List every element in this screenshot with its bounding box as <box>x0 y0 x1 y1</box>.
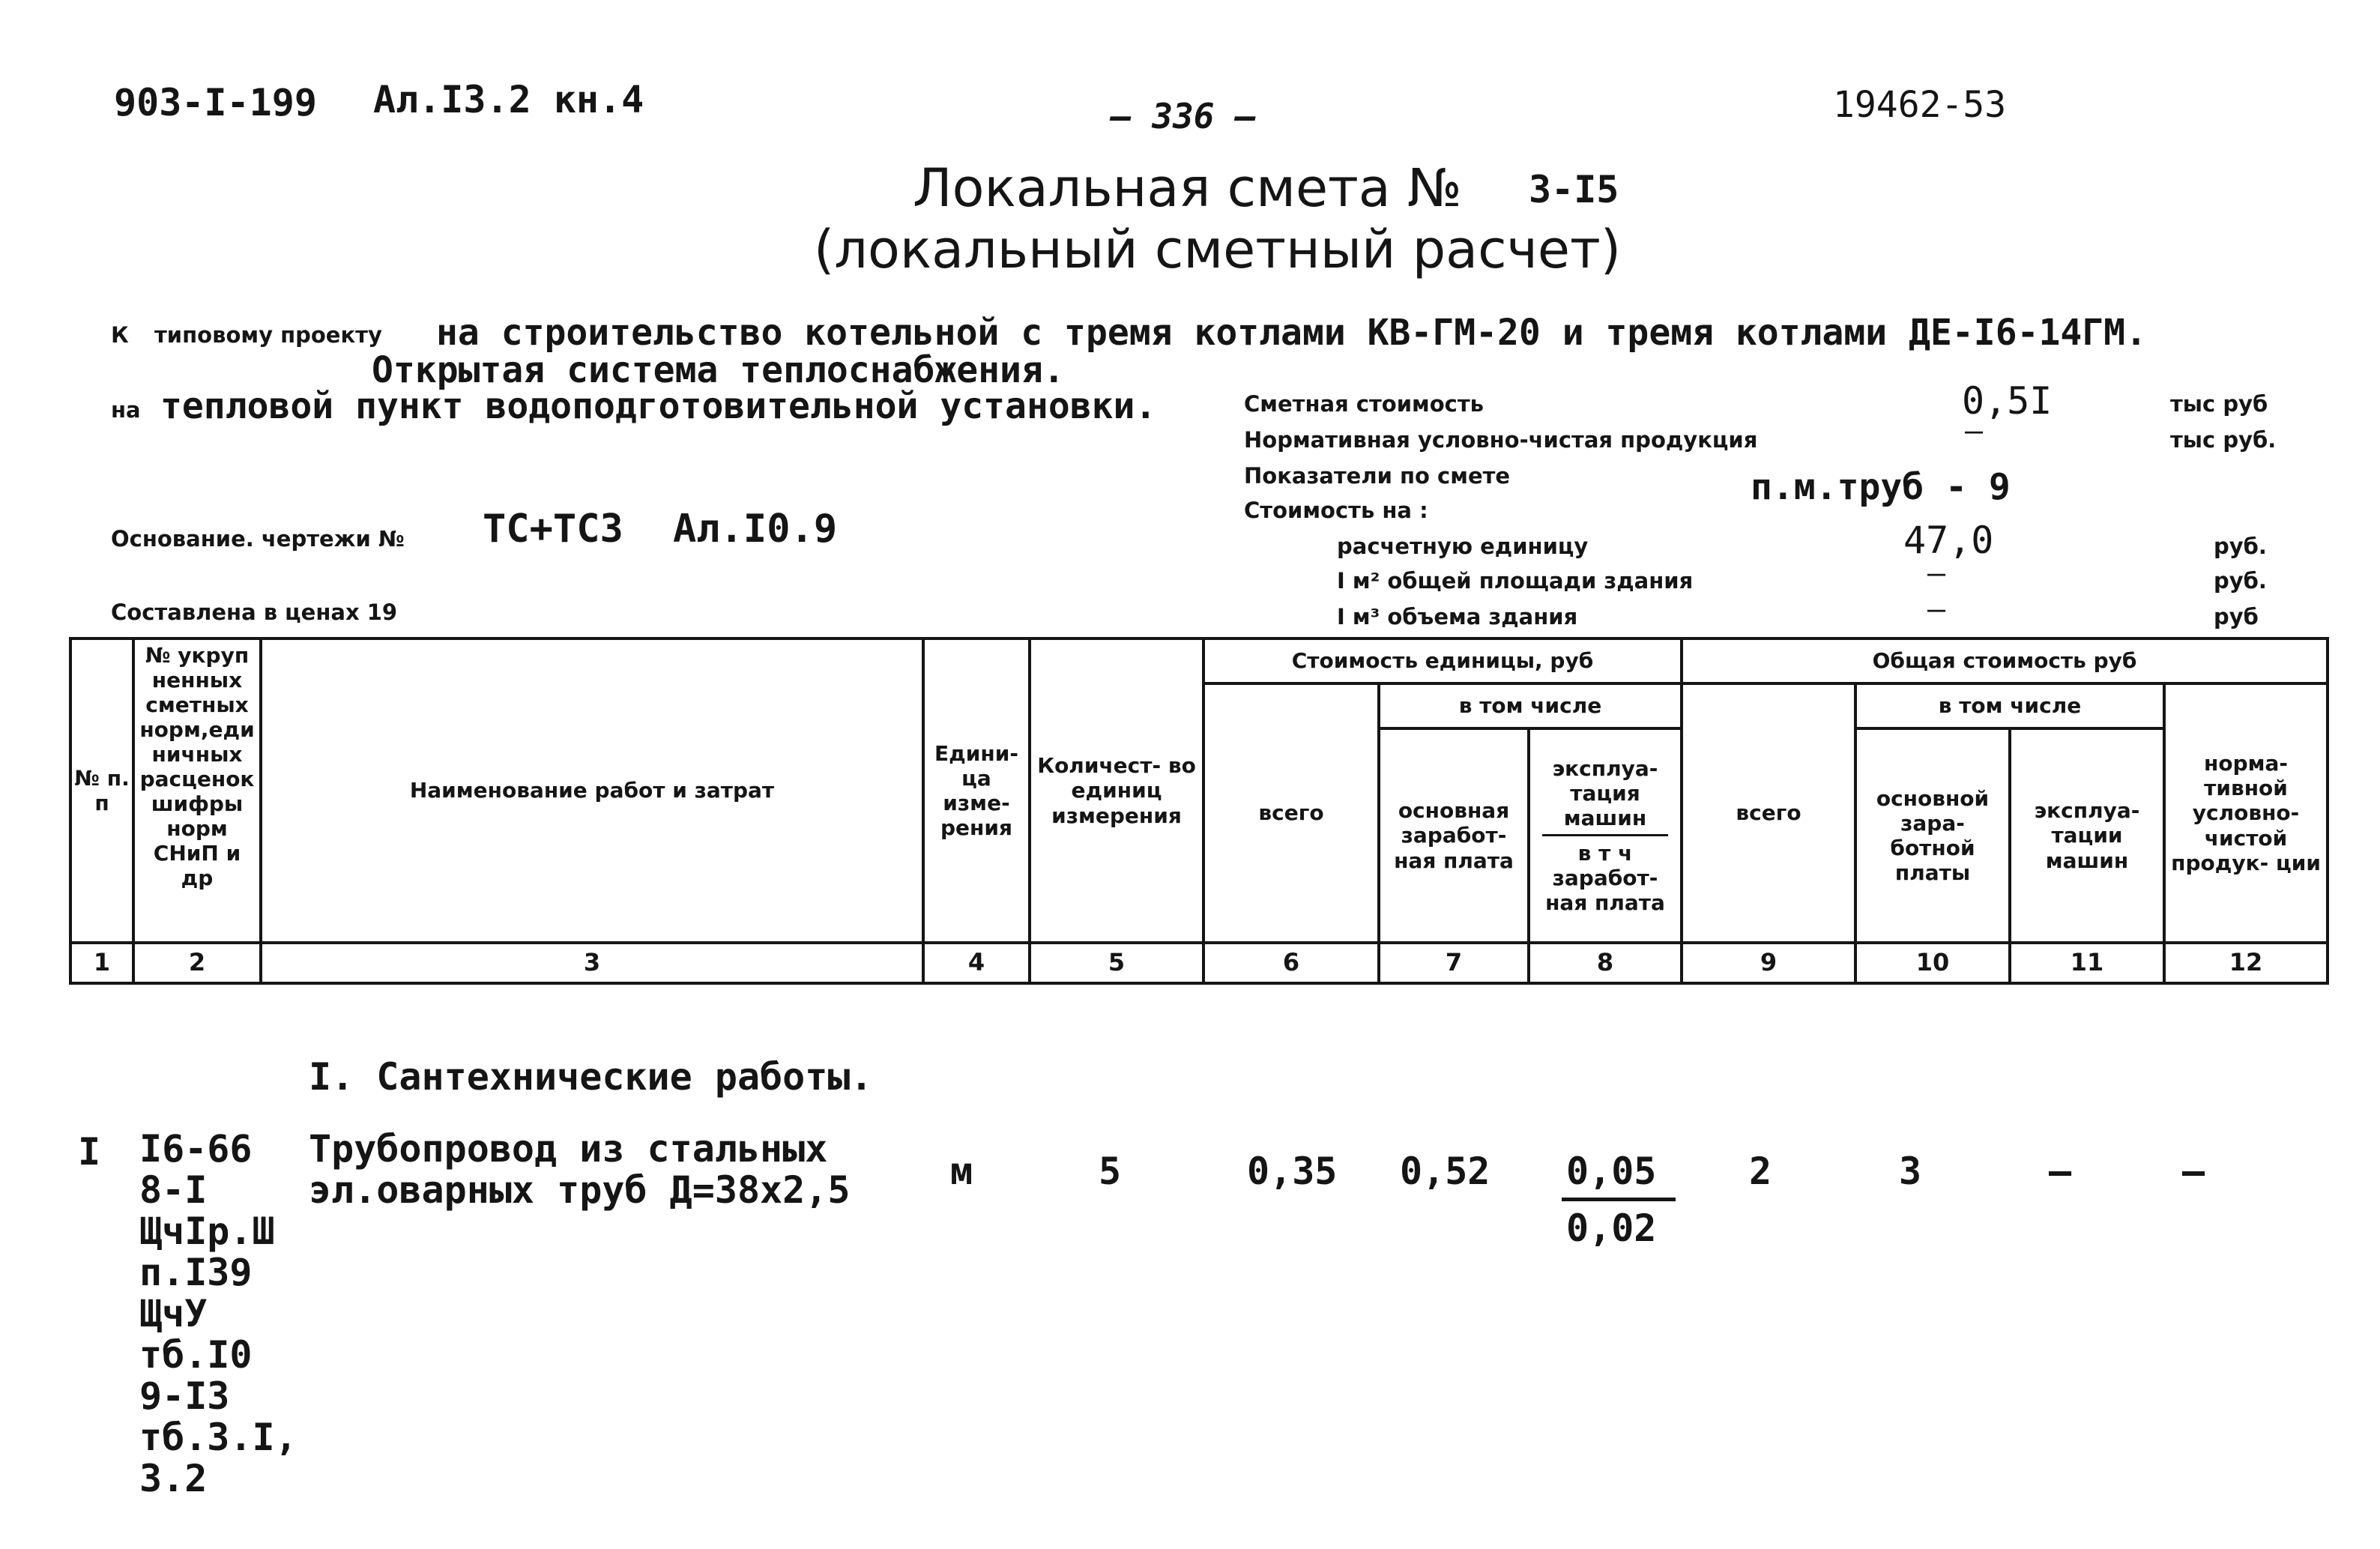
header-sum-total: всего <box>1682 683 1855 943</box>
row-unit: м <box>950 1150 973 1193</box>
basis-album: Ал.I0.9 <box>673 507 838 552</box>
header-machine-total: эксплуа- тации машин <box>2010 728 2164 943</box>
header-work-name: Наименование работ и затрат <box>261 638 923 943</box>
column-number: 12 <box>2164 943 2328 983</box>
header-norm-production: норма- тивной условно- чистой продук- ции <box>2164 683 2328 943</box>
column-number: 1 <box>70 943 133 983</box>
header-sum-including: в том числе <box>1855 683 2164 728</box>
row-sum-wage: 3 <box>1899 1150 1922 1193</box>
row-machine: 0,05 <box>1566 1150 1657 1193</box>
cost-per-label: Стоимость на : <box>1244 498 1428 523</box>
estimate-number: 3-I5 <box>1529 168 1619 211</box>
norm-code-line: ЩчIр.Ш <box>139 1210 275 1253</box>
header-norm-codes: № укруп ненных сметных норм,еди ничных расценок шифры норм СНиП и др <box>133 638 261 943</box>
header-total-cost: Общая стоимость руб <box>1682 638 2328 683</box>
document-code: 903-I-199 <box>114 81 317 124</box>
column-number: 5 <box>1030 943 1203 983</box>
header-machine-operation-top: эксплуа- тация машин <box>1542 756 1668 836</box>
typical-project-label: типовому проекту <box>154 322 382 348</box>
header-row-number: № п. п <box>70 638 133 943</box>
row-quantity: 5 <box>1099 1150 1122 1193</box>
section-title: I. Сантехнические работы. <box>309 1055 873 1099</box>
project-line-1: на строительство котельной с тремя котлами КВ-ГМ-20 и тремя котлами ДЕ-I6-14ГМ. <box>436 312 2147 354</box>
prices-label: Составлена в ценах 19 <box>111 600 398 625</box>
calc-unit-value: 47,0 <box>1903 519 1994 562</box>
column-number: 4 <box>923 943 1030 983</box>
header-quantity: Количест- во единиц измерения <box>1030 638 1203 943</box>
cost-value: 0,5I <box>1962 379 2053 423</box>
norm-production-label: Нормативная условно-чистая продукция <box>1244 427 1758 453</box>
norm-code-line: ЩчУ <box>139 1292 208 1335</box>
header-wage-total: основной зара- ботной платы <box>1855 728 2010 943</box>
calc-unit-label: расчетную единицу <box>1337 534 1589 559</box>
page-number: — 336 — <box>1111 96 1256 136</box>
column-number: 2 <box>133 943 261 983</box>
row-norm-codes <box>139 1129 298 1500</box>
column-number: 7 <box>1379 943 1529 983</box>
calc-unit-unit: руб. <box>2214 534 2267 559</box>
area-label: I м² общей площади здания <box>1337 568 1694 594</box>
indicators-value: п.м.труб - 9 <box>1751 466 2011 508</box>
inventory-number: 19462-53 <box>1833 84 2007 126</box>
column-number: 11 <box>2010 943 2164 983</box>
norm-code-line: 3.2 <box>139 1457 208 1500</box>
header-unit: Едини- ца изме- рения <box>923 638 1030 943</box>
norm-code-line: 9-I3 <box>139 1374 230 1418</box>
album-reference: Ал.I3.2 кн.4 <box>373 78 644 121</box>
work-name-line-2: эл.оварных труб Д=38х2,5 <box>309 1168 851 1212</box>
row-unit-total: 0,35 <box>1247 1150 1338 1193</box>
column-number: 6 <box>1203 943 1379 983</box>
row-work-name <box>309 1129 850 1211</box>
norm-code-line: п.I39 <box>139 1251 253 1294</box>
header-unit-cost: Стоимость единицы, руб <box>1203 638 1682 683</box>
volume-value: — <box>1927 592 1946 626</box>
norm-production-value: — <box>1965 414 1984 448</box>
column-number: 9 <box>1682 943 1855 983</box>
row-sum-total: 2 <box>1749 1150 1772 1193</box>
indicators-label: Показатели по смете <box>1244 463 1511 489</box>
norm-code-line: 8-I <box>139 1168 208 1212</box>
volume-label: I м³ объема здания <box>1337 604 1578 629</box>
row-machine-wage: 0,02 <box>1566 1207 1657 1250</box>
header-wage: основная заработ- ная плата <box>1379 728 1529 943</box>
estimate-table <box>69 637 2329 985</box>
project-line-2: Открытая система теплоснабжения. <box>372 349 1065 391</box>
norm-code-line: тб.3.I, <box>139 1416 298 1459</box>
column-number: 8 <box>1529 943 1682 983</box>
project-line-3: тепловой пункт водоподготовительной установки. <box>160 385 1157 427</box>
page-subtitle: (локальный сметный расчет) <box>814 219 1622 280</box>
header-machine-operation-bottom: в т ч заработ- ная плата <box>1545 840 1665 915</box>
na-label: на <box>111 397 141 423</box>
row-sum-norm: — <box>2182 1150 2205 1193</box>
norm-code-line: тб.I0 <box>139 1333 253 1377</box>
k-label: К <box>111 322 129 348</box>
header-unit-including: в том числе <box>1379 683 1682 728</box>
header-machine-operation <box>1529 728 1682 943</box>
fraction-line <box>1562 1198 1676 1201</box>
row-number: I <box>78 1130 101 1174</box>
area-unit: руб. <box>2214 568 2267 594</box>
norm-production-unit: тыс руб. <box>2170 427 2277 453</box>
column-number: 3 <box>261 943 923 983</box>
volume-unit: руб <box>2214 604 2259 629</box>
cost-label: Сметная стоимость <box>1244 391 1484 417</box>
basis-label: Основание. чертежи № <box>111 526 405 552</box>
cost-unit: тыс руб <box>2170 391 2268 417</box>
area-value: — <box>1927 556 1946 591</box>
basis-drawing: ТС+ТС3 <box>483 507 623 552</box>
row-wage: 0,52 <box>1400 1150 1490 1193</box>
norm-code-line: I6-66 <box>139 1127 253 1171</box>
header-unit-total: всего <box>1203 683 1379 943</box>
column-number: 10 <box>1855 943 2010 983</box>
work-name-line-1: Трубопровод из стальных <box>309 1127 828 1171</box>
page-title: Локальная смета № <box>913 157 1462 219</box>
row-sum-machine: — <box>2049 1150 2072 1193</box>
